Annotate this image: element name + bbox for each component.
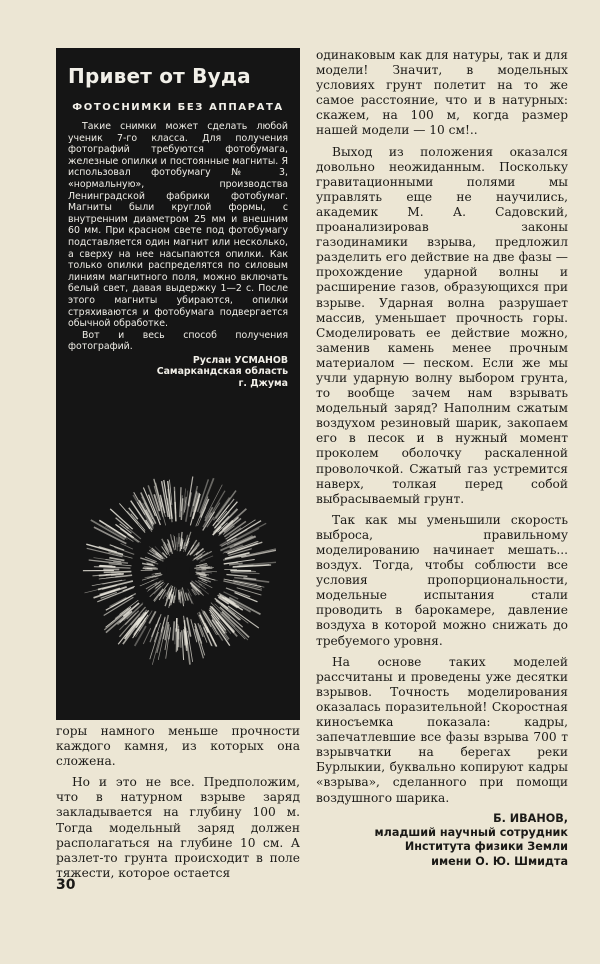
filing-streak [150, 632, 159, 659]
signature-city: г. Джума [238, 378, 288, 390]
left-column [56, 724, 300, 881]
filing-streak [182, 630, 184, 660]
left-paragraph: горы намного меньше прочности каждого камня, из которых она сложена. [56, 724, 300, 769]
filing-streak [175, 628, 176, 644]
filing-streak [121, 543, 133, 549]
filing-streak [203, 513, 212, 527]
filing-streak [202, 571, 217, 572]
filing-streak [104, 609, 130, 630]
left-paragraph: Но и это не все. Предположим, что в натурном взрыве заряд закладывается на глубину 100 м. Тогда модельный заряд должен располагаться на глубине 10 см. А разлет-то грунта происходит в поле тяжести, которое остается [56, 775, 300, 880]
page-number: 30 [56, 877, 76, 893]
filing-streak [131, 514, 145, 531]
box-subtitle: ФОТОСНИМКИ БЕЗ АППАРАТА [72, 102, 284, 113]
box-title: Привет от Вуда [68, 64, 251, 88]
filing-streak [173, 621, 174, 640]
iron-filings-photo [80, 472, 276, 668]
author-name: Б. ИВАНОВ, [493, 812, 568, 825]
right-paragraph: Так как мы уменьшили скорость выброса, правильному моделированию начинает мешать... воздух. Тогда, чтобы соблюсти все условия пропорциональности, модельные испытания стали проводить в барокамере, давление воздуха в которой можно снижать до требуемого уровня. [316, 512, 568, 648]
signature-name: Руслан УСМАНОВ [192, 354, 288, 366]
author-named-after: имени О. Ю. Шмидта [431, 854, 568, 868]
author-institute: Института физики Земли [404, 840, 568, 854]
filing-streak [143, 568, 156, 569]
right-paragraph: Выход из положения оказался довольно неожиданным. Поскольку гравитационными полями мы управлять еще не научились, академик М. А. Садовский, проанализировав законы газодинамики взрыва, предложил разделить его действие на две фазы — прохождение ударной волны и расширение газов, образующихся при взрыве. Ударная волна разрушает массив, уменьшает прочность горы. Смоделировать ее действие можно, заменив камень менее прочным материалом — песком. Если же мы учли ударную волну выбором грунта, то вообще зачем нам взрывать модельный заряд? Наполним сжатым воздухом резиновый шарик, закопаем его в песок и в нужный момент проколем оболочку раскаленной проволочкой. Сжатый газ устремится наверх, толкая перед собой выбрасываемый грунт. [316, 144, 568, 506]
filing-streak [110, 509, 133, 529]
author-block [316, 812, 568, 869]
filing-streak [99, 566, 116, 567]
filing-streak [104, 572, 132, 573]
filing-streak [231, 572, 259, 573]
photo-center [166, 558, 190, 582]
filing-streak [226, 588, 250, 597]
right-paragraph: одинаковым как для натуры, так и для модели! Значит, в модельных условиях грунт полетит на то же самое расстояние, что и в натурных: скажем, на 100 м, когда размер нашей модели — 10 см!.. [316, 48, 568, 138]
filing-streak [176, 618, 177, 652]
right-paragraph: На основе таких моделей рассчитаны и проведены уже десятки взрывов. Точность моделирования оказалась поразительной! Скоростная киносъемка показала: кадры, запечатлевшие все фазы взрыва 700 т взрывчатки на берегах реки Бурлыкии, буквально копируют кадры «взрыва», сделанного при помощи воздушного шарика. [316, 654, 568, 805]
signature-region: Самаркандская область [156, 366, 288, 378]
filing-streak [188, 593, 192, 603]
author-position: младший научный сотрудник [374, 826, 568, 840]
filing-streak [226, 575, 247, 577]
box-paragraph: Вот и весь способ получения фотографий. [68, 329, 288, 353]
box-body [68, 121, 288, 353]
filing-streak [235, 593, 258, 602]
filing-streak [180, 487, 181, 517]
box-signature [68, 355, 288, 390]
filing-streak [105, 526, 127, 539]
filing-streak [110, 545, 125, 550]
filing-streak [236, 560, 255, 563]
filing-streak [174, 596, 175, 604]
filing-streak [154, 589, 163, 601]
filing-streak [187, 618, 191, 637]
filing-streak [197, 613, 212, 646]
filing-streak [151, 549, 161, 557]
box-paragraph: Такие снимки может сделать любой ученик 7-го класса. Для получения фотографий требуются фотобумага, железные опилки и постоянные магниты. Я использовал фотобумагу № 3, «нормальную», производства Ленинградской фабрики фотобумаг. Магниты были круглой формы, с внутренним диаметром 25 мм и внешним 60 мм. При красном свете под фотобумагу подставляется один магнит или несколько, а сверху на нее насыпаются опилки. Как только опилки распределятся по силовым линиям магнитного поля, можно включать белый свет, давая выдержку 1—2 с. После этого магниты убираются, опилки стряхиваются и фотобумага подвергается обычной обработке. [68, 121, 288, 330]
filing-streak [110, 598, 127, 607]
filing-streak [180, 632, 181, 648]
filing-streak [156, 614, 161, 627]
filing-streak [169, 627, 171, 639]
filing-streak [91, 520, 125, 540]
right-column [316, 48, 568, 806]
sidebar-box [56, 48, 300, 720]
filing-streak [152, 624, 157, 637]
filing-streak [186, 505, 189, 522]
filing-streak [219, 594, 251, 612]
